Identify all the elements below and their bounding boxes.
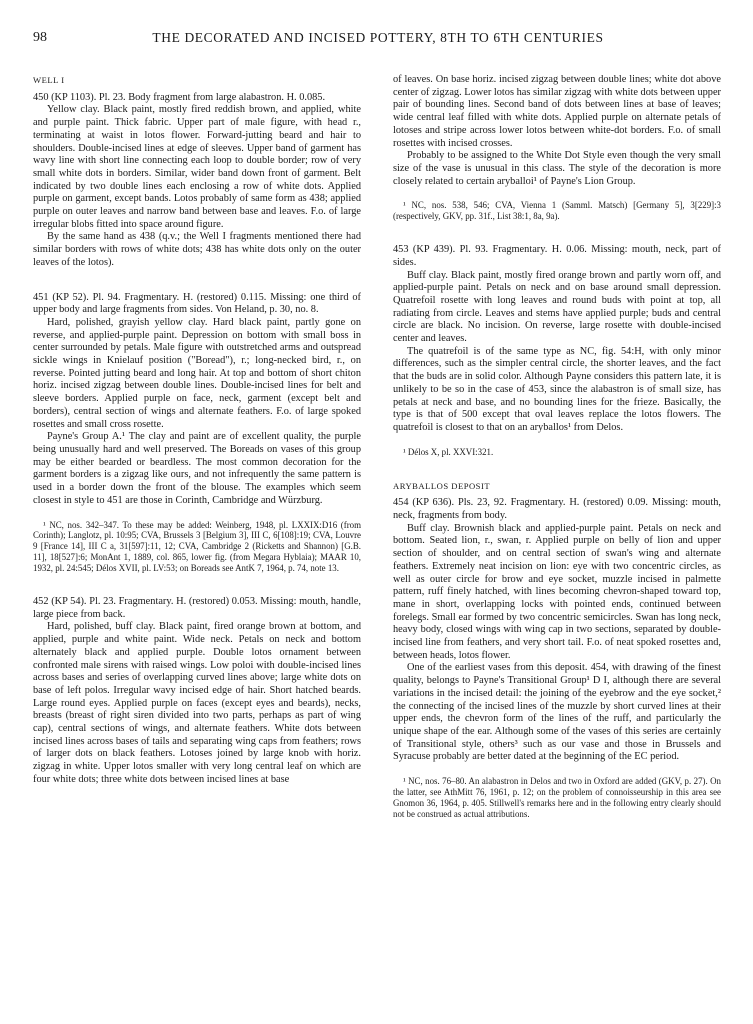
right-column	[393, 74, 721, 820]
entry-454-heading: 454 (KP 636). Pls. 23, 92. Fragmentary. H. (restored) 0.09. Missing: mouth, neck, fragments from body.	[393, 497, 721, 521]
entry-453-commentary: The quatrefoil is of the same type as NC, fig. 54:H, with only minor differences, such as the simpler central circle, the shorter leaves, and the fact that the buds are in solid color. Although Payne considers this pattern late, it is unlikely to be so in the case of 453, since the alabastron is of small size, has petals at neck and base, and no bounding lines for the frieze. Basically, the type is that of 500 except that oval leaves replace the lotos flowers. The quatrefoil is closest to that on an aryballos¹ from Delos.	[393, 345, 721, 433]
entry-451-heading: 451 (KP 52). Pl. 94. Fragmentary. H. (restored) 0.115. Missing: one third of upper body and large fragments from sides. Von Heland, p. 30, no. 8.	[33, 291, 361, 316]
entry-450-heading: 450 (KP 1103). Pl. 23. Body fragment from large alabastron. H. 0.085.	[33, 91, 326, 103]
entry-452-description-continued: of leaves. On base horiz. incised zigzag between double lines; white dot above center of zigzag. Lower lotos has similar zigzag with white dots between upper pair of bounding lines. Second band of dots between lines at base of leaves; wide central leaf filled with white dots. Applied purple on alternate petals of lotoses and stripe across lower lotos between white-dot borders. F.o. of small rosettes with incised crosses.	[393, 74, 721, 149]
entry-454-footnote: ¹ NC, nos. 76–80. An alabastron in Delos and two in Oxford are added (GKV, p. 27). On the latter, see AthMitt 76, 1961, p. 12; on the problem of connoisseurship in this area see Gnomon 36, 1964, p. 405. Stillwell's remarks here and in the following entry clearly should not be construed as actual attributions.	[393, 776, 721, 819]
entry-454-commentary: One of the earliest vases from this deposit. 454, with drawing of the finest quality, belongs to Payne's Transitional Group¹ D I, although there are several variations in the incised detail: the joining of the eyebrow and the eye socket,² the connecting of the incised lines of the muzzle by short curved lines at their upper ends, the chevron form of the lines of the ruff, and particularly the unique shape of the ear. Although some of the vases of this series are certainly of Transitional style, others³ such as our vase and those in Brussels and Syracuse probably are better dated at the beginning of the EC period.	[393, 662, 721, 763]
running-title: THE DECORATED AND INCISED POTTERY, 8TH TO 6TH CENTURIES	[152, 30, 604, 45]
entry-453-description: Buff clay. Black paint, mostly fired orange brown and partly worn off, and applied-purple paint. Petals on neck and on base around small depression. Quatrefoil rosette with long leaves and round buds with point at top, all radiating from circle. Leaves and stems have applied purple; buds and central circle are black. No incision. On reverse, large rosette with double-incised center and leaves.	[393, 269, 721, 345]
left-column	[33, 74, 361, 787]
page-number: 98	[33, 30, 47, 45]
entry-452-commentary: Probably to be assigned to the White Dot Style even though the very small size of the vase is unusual in this class. The style of the decoration is more closely related to certain aryballoi¹ of Payne's Lion Group.	[393, 150, 721, 187]
section-heading-aryballos-deposit: ARYBALLOS DEPOSIT	[393, 480, 491, 491]
running-header	[33, 30, 723, 52]
entry-450-description: Yellow clay. Black paint, mostly fired reddish brown, and applied, white and purple paint. Thick fabric. Upper part of male figure, with head r., terminating at waist in lotos flower. Forward-jutting beard and hair to shoulders. Double-incised lines at edge of sleeves. Upper band of garment has wavy line with short line connecting each loop to double border; row of very small white dots in borders. Similar, wider band down front of garment. Belt indicated by two double lines each enclosing a row of white dots. Applied purple on garment, except bands. Lotos probably of same form as 438; applied purple on outer leaves and narrow band between base and leaves. F.o. of large irregular blobs fitted into space around figure.	[33, 104, 361, 230]
entry-451-description: Hard, polished, grayish yellow clay. Hard black paint, partly gone on reverse, and applied-purple paint. Depression on bottom with small boss in center surrounded by petals. Male figure with outstretched arms and outspread sickle wings in Knielauf position ("Boread"), r.; long-necked bird, r., on reverse. Pointed jutting beard and long hair. At top and bottom of short chiton horiz. incised zigzag between double lines. Double-incised lines for belt and sleeve borders. Applied purple on face, neck, garment (except belt and borders), central section of wings and alternate feathers. F.o. of large spoked rosettes and small cross rosette.	[33, 316, 361, 430]
entry-453-heading: 453 (KP 439). Pl. 93. Fragmentary. H. 0.06. Missing: mouth, neck, part of sides.	[393, 244, 721, 268]
entry-451-commentary: Payne's Group A.¹ The clay and paint are of excellent quality, the purple being unusually hard and well preserved. The Boreads on vases of this group may be either bearded or beardless. The most common decoration for the garment borders is a zigzag like ours, and not infrequently the same pattern is used in a border down the front of the blouse. The examples which seem closest in style to 451 are those in Corinth, Cambridge and Würzburg.	[33, 431, 361, 506]
entry-454-description: Buff clay. Brownish black and applied-purple paint. Petals on neck and bottom. Seated lion, r., swan, r. Applied purple on belly of lion and upper section of shoulder, and on central section of swan's wing and alternate feathers. Extremely neat incision on lion: eye with two concentric circles, as well as outer circle for brow and eye socket, muzzle incised in palmette pattern, ruff finely hatched, with lines becoming chevron-shaped toward top, mane in short, overlapping locks with pointed ends, continued between forelegs. Small ear formed by two concentric semicircles. Swan has long neck, heavy body, closed wings with wing cap in two sections, separated by double-incised line from feathers, and very short tail. F.o. of neat spoked rosettes and, between heads, lotos flower.	[393, 522, 721, 661]
section-heading-well-1: WELL I	[33, 75, 65, 85]
entry-450-commentary: By the same hand as 438 (q.v.; the Well I fragments mentioned there had similar borders with rows of white dots; 438 has white dots only on the outer leaves of the lotos).	[33, 231, 361, 268]
entry-452-footnote: ¹ NC, nos. 538, 546; CVA, Vienna 1 (Samml. Matsch) [Germany 5], 3[229]:3 (respectively, GKV, pp. 31f., List 38:1, 8a, 9a).	[393, 200, 721, 222]
entry-453-footnote: ¹ Délos X, pl. XXVI:321.	[403, 446, 494, 457]
entry-452-heading: 452 (KP 54). Pl. 23. Fragmentary. H. (restored) 0.053. Missing: mouth, handle, large piece from back.	[33, 596, 361, 620]
entry-451-footnote: ¹ NC, nos. 342–347. To these may be added: Weinberg, 1948, pl. LXXIX:D16 (from Corinth); Langlotz, pl. 10:95; CVA, Brussels 3 [Belgium 3], III C, 6[108]:19; CVA, Louvre 9 [France 14], III C a, 31[597]:11, 12; CVA, Cambridge 2 (Ricketts and Shannon) [G.B. 11], 18[527]:6; MonAnt 1, 1889, col. 865, lower fig. (from Megara Hyblaia); MAAR 10, 1932, pl. 24:545; Délos XVII, pl. LV:53; on Boreads see AntK 7, 1964, p. 74, note 13.	[33, 519, 361, 574]
entry-452-description: Hard, polished, buff clay. Black paint, fired orange brown at bottom, and applied, purple and white paint. Wide neck. Petals on neck and bottom alternately black and applied purple. Double lotos ornament between confronted male sirens with raised wings. Low poloi with double-incised lines across bases and series of overlapping curved lines above; large white dots on base of left polos. Irregular wavy incised edge of hair. Short hatched beards. Large round eyes. Applied purple on faces (except eyes and beards), necks, breasts (breast of right siren divided into two parts, perhaps as part of wing cap), central sections of wings, and alternate feathers. White dots between incised lines across bases of tails and separating wing caps from feathers; rows of larger dots on black feathers. Lotoses joined by large knob with horiz. zigzag in white. Upper lotos smaller with very long central leaf on which are four white dots; three white dots between incised lines at base	[33, 621, 361, 785]
